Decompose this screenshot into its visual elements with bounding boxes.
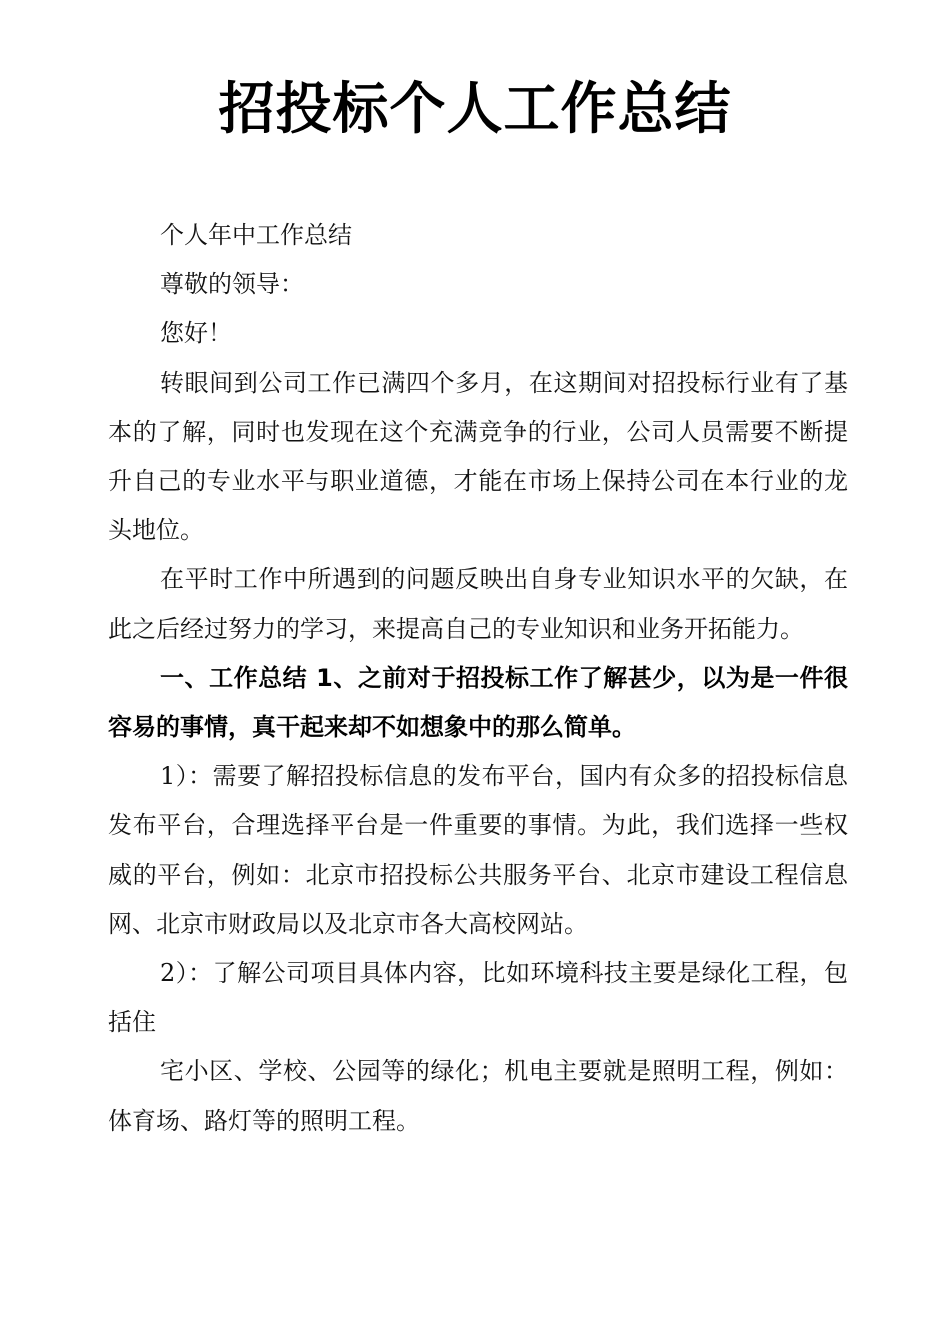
paragraph-salutation: 尊敬的领导： bbox=[160, 270, 304, 299]
paragraph-item-2: 2）：了解公司项目具体内容，比如环境科技主要是绿化工程，包括住 bbox=[108, 959, 848, 1037]
paragraph-intro: 转眼间到公司工作已满四个多月，在这期间对招投标行业有了基本的了解，同时也发现在这个充满竞争的行业，公司人员需要不断提升自己的专业水平与职业道德，才能在市场上保持公司在本行业的龙头地位。 bbox=[108, 368, 848, 545]
paragraph-heading-line: 个人年中工作总结 bbox=[160, 221, 352, 249]
paragraph-item-2-continued: 宅小区、学校、公园等的绿化；机电主要就是照明工程，例如：体育场、路灯等的照明工程。 bbox=[108, 1057, 848, 1135]
paragraph-greeting: 您好！ bbox=[160, 319, 232, 348]
document-title: 招投标个人工作总结 bbox=[218, 77, 732, 142]
document-body bbox=[108, 211, 848, 1146]
paragraph-learning: 在平时工作中所遇到的问题反映出自身专业知识水平的欠缺，在此之后经过努力的学习，来提高自己的专业知识和业务开拓能力。 bbox=[108, 565, 848, 643]
paragraph-section-heading: 一、工作总结 1、之前对于招投标工作了解甚少，以为是一件很容易的事情，真干起来却不如想象中的那么简单。 bbox=[108, 663, 848, 742]
paragraph-item-1: 1）：需要了解招投标信息的发布平台，国内有众多的招投标信息发布平台，合理选择平台是一件重要的事情。为此，我们选择一些权威的平台，例如：北京市招投标公共服务平台、北京市建设工程信息网、北京市财政局以及北京市各大高校网站。 bbox=[108, 762, 848, 938]
